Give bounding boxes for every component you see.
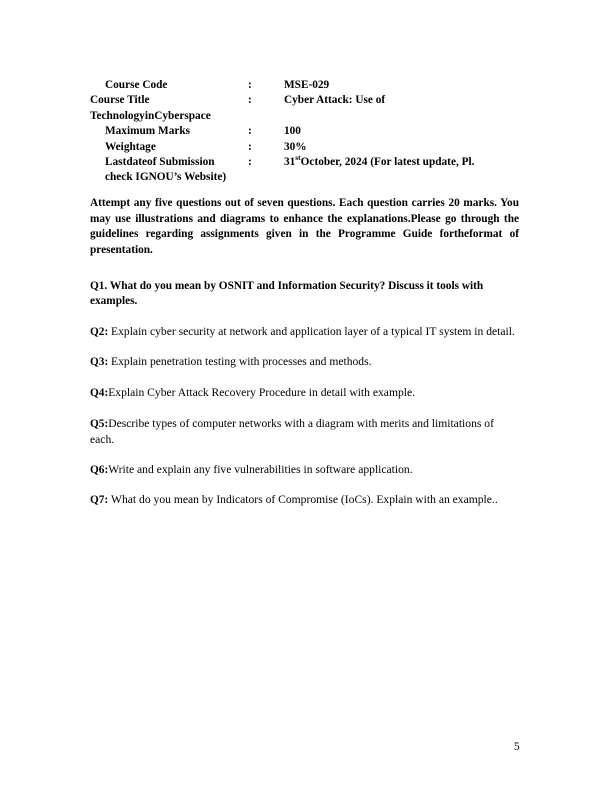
course-info-colon: : bbox=[248, 94, 252, 107]
questions-list bbox=[90, 279, 520, 509]
course-info-value: 30% bbox=[284, 140, 307, 153]
course-info-value: MSE-029 bbox=[284, 79, 330, 91]
course-info-colon: : bbox=[248, 140, 252, 153]
question-separator: : bbox=[104, 494, 112, 507]
question-separator: : bbox=[104, 417, 109, 430]
question-separator: : bbox=[104, 356, 112, 369]
question-item bbox=[90, 385, 520, 402]
date-rest: October, 2024 (For latest update, Pl. bbox=[300, 155, 475, 168]
question-label: Q3 bbox=[90, 356, 105, 369]
course-info-row bbox=[90, 155, 520, 170]
course-info-label: Weightage bbox=[105, 140, 156, 153]
question-label: Q5 bbox=[90, 417, 105, 430]
course-info-value bbox=[284, 155, 474, 170]
question-separator: : bbox=[104, 463, 109, 476]
instructions-paragraph bbox=[90, 196, 519, 258]
question-text: Write and explain any five vulnerabilities in software application. bbox=[108, 462, 413, 476]
question-item bbox=[90, 324, 520, 341]
course-info-row bbox=[90, 93, 520, 108]
course-info-label: Lastdateof Submission bbox=[105, 155, 215, 168]
course-info-value: 100 bbox=[284, 125, 301, 138]
question-item bbox=[90, 492, 520, 509]
question-text: Explain cyber security at network and application layer of a typical IT system in detail. bbox=[111, 324, 515, 338]
course-info-value: Cyber Attack: Use of bbox=[284, 94, 386, 107]
course-info-label: Course Title bbox=[90, 94, 150, 107]
question-text: Explain penetration testing with processes and methods. bbox=[111, 355, 372, 369]
course-info-row bbox=[90, 140, 520, 155]
question-item bbox=[90, 416, 520, 448]
course-title-continuation: TechnologyinCyberspace bbox=[90, 109, 211, 122]
question-text: What do you mean by Indicators of Compromise (IoCs). Explain with an example.. bbox=[111, 493, 498, 507]
question-separator: : bbox=[104, 387, 109, 399]
question-label: Q7 bbox=[90, 494, 105, 507]
course-info-block bbox=[90, 78, 520, 186]
question-label: Q6 bbox=[90, 463, 105, 476]
course-info-label: Course Code bbox=[105, 79, 168, 91]
course-info-row bbox=[90, 124, 520, 139]
course-info-label: Maximum Marks bbox=[105, 125, 191, 138]
question-separator: : bbox=[104, 325, 112, 338]
course-info-colon: : bbox=[248, 79, 252, 91]
course-info-row bbox=[90, 78, 520, 93]
date-ordinal-suffix: st bbox=[295, 153, 301, 163]
question-label: Q4 bbox=[90, 387, 105, 399]
page-number: 5 bbox=[514, 741, 520, 753]
instructions-text: Attempt any five questions out of seven questions. Each question carries 20 marks. You may use illustrations and diagrams to enhance the explanations.Please go through the guidelines regarding assignments given in the Programme Guide fortheformat of presentation. bbox=[90, 197, 519, 256]
question-item bbox=[90, 279, 508, 310]
question-label: Q2 bbox=[90, 325, 105, 338]
course-info-colon: : bbox=[248, 125, 252, 138]
date-day: 31 bbox=[284, 155, 296, 168]
question-text: Explain Cyber Attack Recovery Procedure in detail with example. bbox=[108, 386, 416, 399]
question-label: Q1. bbox=[90, 280, 108, 292]
submission-date-continuation: check IGNOU’s Website) bbox=[105, 171, 227, 184]
question-item bbox=[90, 462, 520, 479]
course-info-colon: : bbox=[248, 155, 252, 168]
question-item bbox=[90, 354, 520, 371]
question-text: What do you mean by OSNIT and Information Security? Discuss it tools with examples. bbox=[90, 280, 484, 308]
question-text: Describe types of computer networks with a diagram with merits and limitations of each. bbox=[90, 416, 494, 447]
